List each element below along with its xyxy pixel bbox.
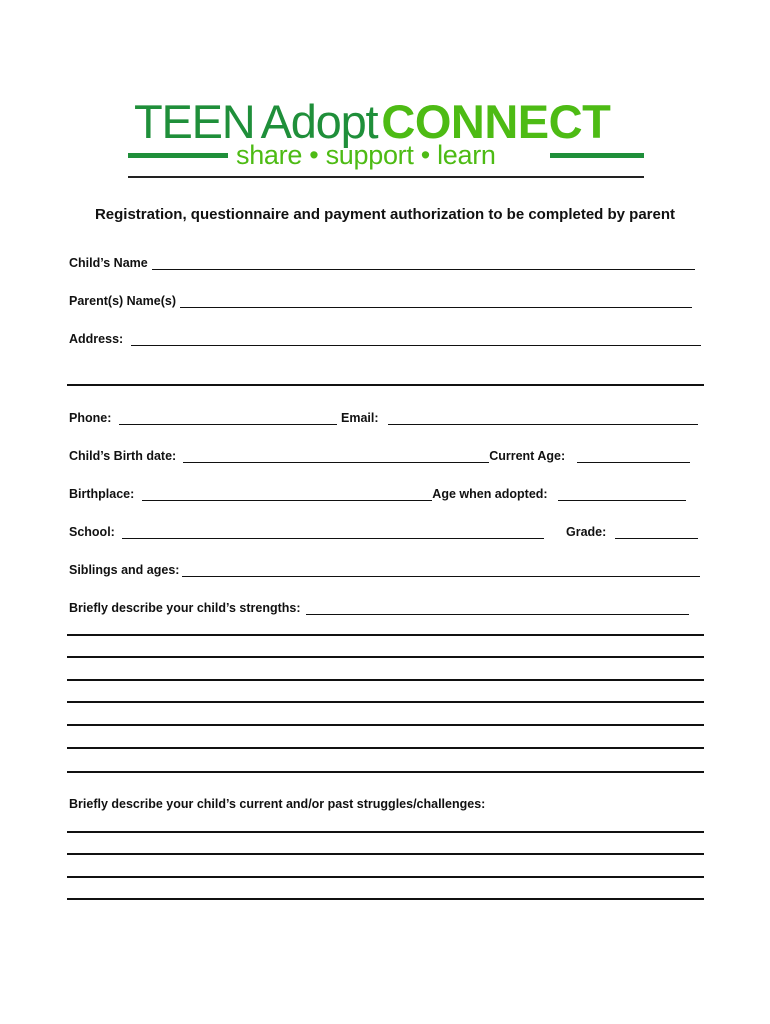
struggles-line[interactable] [67,898,704,900]
siblings-label: Siblings and ages: [69,563,180,577]
parent-names-row [69,292,692,308]
strengths-line[interactable] [67,747,704,749]
grade-label: Grade: [566,525,607,539]
logo-underline [128,176,644,178]
birth-date-label: Child’s Birth date: [69,449,177,463]
grade-field[interactable] [615,525,698,539]
logo-tagline-row [128,140,644,178]
address-label: Address: [69,332,124,346]
strengths-line[interactable] [67,701,704,703]
school-field[interactable] [122,525,544,539]
logo-teen: TEEN [134,95,255,148]
struggles-row [69,795,485,811]
school-row [69,523,544,539]
age-adopted-label: Age when adopted: [432,487,548,501]
grade-row [566,523,698,539]
logo-connect: CONNECT [381,95,611,148]
struggles-line[interactable] [67,853,704,855]
struggles-line[interactable] [67,831,704,833]
birthplace-row [69,485,686,501]
form-heading: Registration, questionnaire and payment authorization to be completed by parent [94,206,676,223]
child-name-label: Child’s Name [69,256,148,270]
siblings-row [69,561,700,577]
siblings-field[interactable] [182,563,700,577]
logo-bar-right [550,153,644,158]
child-name-field[interactable] [152,256,695,270]
address-row [69,330,701,346]
birth-date-row [69,447,690,463]
email-label: Email: [341,411,379,425]
struggles-line[interactable] [67,876,704,878]
strengths-row [69,599,689,615]
strengths-line[interactable] [67,679,704,681]
strengths-line[interactable] [67,724,704,726]
birth-date-field[interactable] [183,449,489,463]
school-label: School: [69,525,115,539]
strengths-label: Briefly describe your child’s strengths: [69,601,301,615]
child-name-row [69,254,695,270]
phone-row [69,409,337,425]
strengths-field[interactable] [306,601,689,615]
phone-field[interactable] [119,411,337,425]
address-line-2[interactable] [67,384,704,386]
logo-adopt: Adopt [260,95,378,148]
strengths-line[interactable] [67,771,704,773]
logo-tagline: share • support • learn [236,140,496,170]
current-age-label: Current Age: [489,449,566,463]
email-field[interactable] [388,411,698,425]
strengths-line[interactable] [67,656,704,658]
logo-bar-left [128,153,228,158]
email-row [341,409,698,425]
strengths-line[interactable] [67,634,704,636]
current-age-field[interactable] [577,449,690,463]
address-field[interactable] [131,332,701,346]
struggles-label: Briefly describe your child’s current and/or past struggles/challenges: [69,797,486,811]
age-adopted-field[interactable] [558,487,686,501]
phone-label: Phone: [69,411,112,425]
parent-names-label: Parent(s) Name(s) [69,294,176,308]
birthplace-label: Birthplace: [69,487,135,501]
teen-adopt-connect-logo [128,96,644,182]
parent-names-field[interactable] [180,294,692,308]
birthplace-field[interactable] [142,487,432,501]
